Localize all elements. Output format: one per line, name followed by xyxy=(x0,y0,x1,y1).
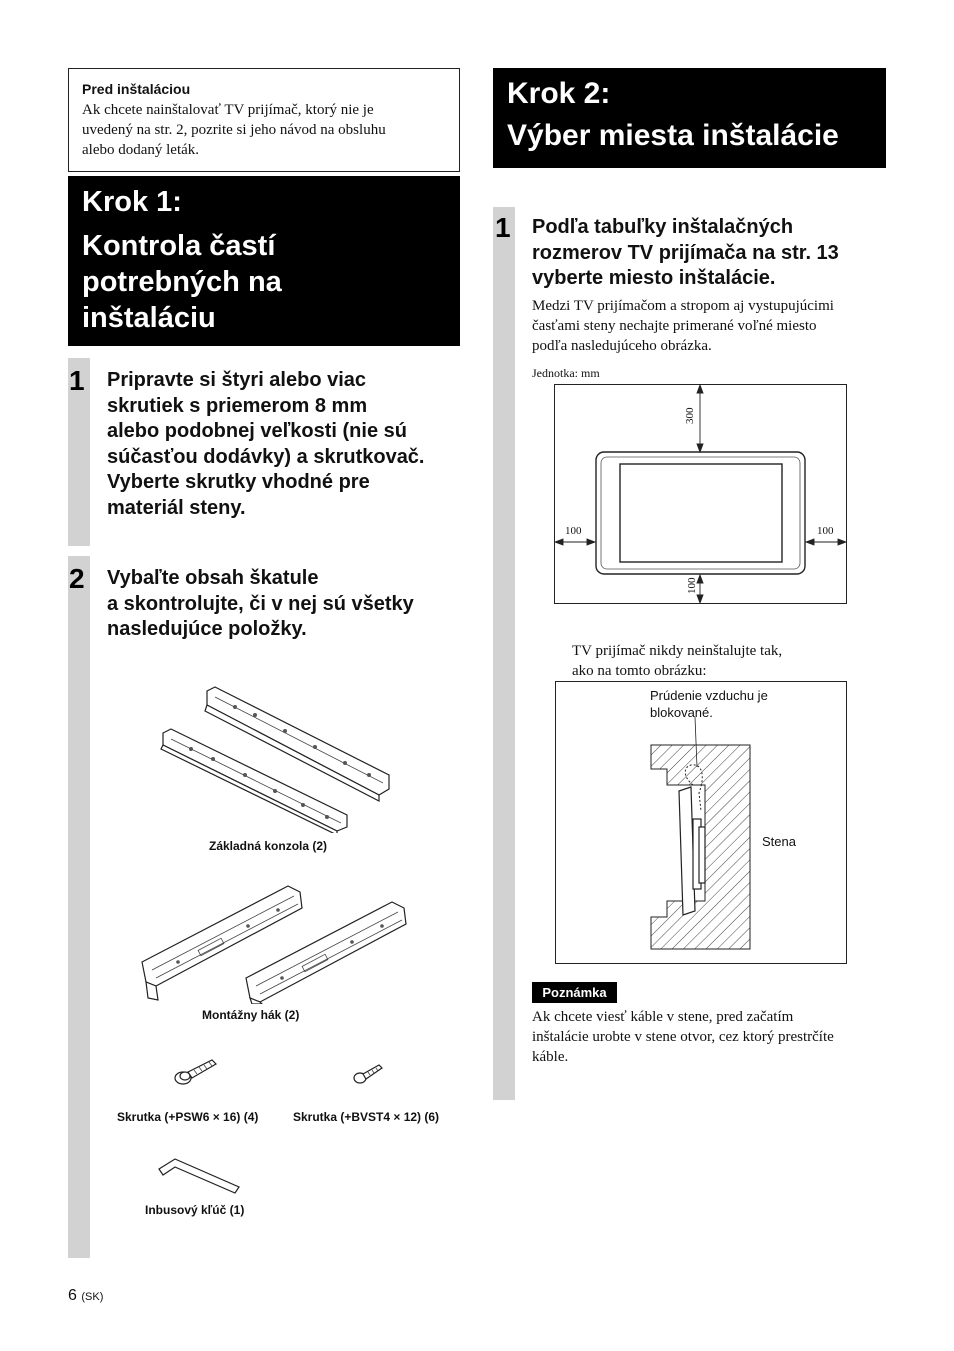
screw-bvst4-caption: Skrutka (+BVST4 × 12) (6) xyxy=(293,1110,440,1124)
wall-diagram xyxy=(555,681,847,964)
pre-install-box xyxy=(68,68,460,172)
right-step-body xyxy=(532,296,892,356)
instruction-line: súčasťou dodávky) a skrutkovač. xyxy=(107,445,425,468)
instruction-line: Vyberte skrutky vhodné pre xyxy=(107,471,370,493)
step-number: 1 xyxy=(495,212,511,243)
step1-header-line: inštaláciu xyxy=(82,302,216,334)
clearance-top-value: 300 xyxy=(684,407,696,424)
note-label: Poznámka xyxy=(532,982,617,1003)
body-line: podľa nasledujúceho obrázka. xyxy=(532,338,712,354)
screw-psw6-caption: Skrutka (+PSW6 × 16) (4) xyxy=(117,1110,259,1124)
note-line: inštalácie urobte v stene otvor, cez ktorý prestrčíte xyxy=(532,1029,834,1045)
instruction-line: a skontrolujte, či v nej sú všetky xyxy=(107,592,414,615)
screw-bvst4-illustration xyxy=(352,1062,384,1086)
screw-psw6-illustration xyxy=(172,1058,218,1088)
instruction-line: materiál steny. xyxy=(107,496,246,519)
airflow-line: blokované. xyxy=(650,705,713,720)
step1-header-line: potrebných na xyxy=(82,266,282,298)
page-number xyxy=(68,1287,103,1305)
hex-key-caption: Inbusový kľúč (1) xyxy=(145,1203,245,1217)
mount-hook-illustration xyxy=(138,882,413,1004)
right-step1-bar xyxy=(493,207,515,1100)
warning-text xyxy=(572,641,872,681)
clearance-diagram xyxy=(554,384,847,604)
mount-hook-caption: Montážny hák (2) xyxy=(202,1008,300,1022)
wall-label: Stena xyxy=(762,834,796,849)
instruction-line: rozmerov TV prijímača na str. 13 xyxy=(532,241,839,264)
step2-header xyxy=(493,68,886,168)
step1-header xyxy=(68,176,460,346)
pre-install-line: uvedený na str. 2, pozrite si jeho návod na obsluhu xyxy=(82,122,386,138)
step-number: 1 xyxy=(69,365,85,396)
base-bracket-caption: Základná konzola (2) xyxy=(209,839,328,853)
step1-header-label: Krok 1: xyxy=(82,186,182,218)
step2-header-label: Krok 2: xyxy=(507,77,611,110)
step2-instruction xyxy=(107,566,462,643)
note-line: Ak chcete viesť káble v stene, pred začatím xyxy=(532,1009,794,1025)
page-number-value: 6 xyxy=(68,1287,77,1304)
hex-key-illustration xyxy=(155,1155,243,1197)
step2-bar xyxy=(68,556,90,1258)
clearance-right-value: 100 xyxy=(817,525,834,537)
instruction-line: Podľa tabuľky inštalačných xyxy=(532,216,794,238)
warning-line: ako na tomto obrázku: xyxy=(572,663,707,679)
step2-header-title: Výber miesta inštalácie xyxy=(507,119,839,152)
instruction-line: skrutiek s priemerom 8 mm xyxy=(107,394,368,417)
pre-install-line: alebo dodaný leták. xyxy=(82,142,200,158)
pre-install-title: Pred inštaláciou xyxy=(82,81,191,97)
airflow-label xyxy=(650,687,768,721)
pre-install-line: Ak chcete nainštalovať TV prijímač, ktorý nie je xyxy=(82,102,374,118)
note-line: káble. xyxy=(532,1049,569,1065)
note-text xyxy=(532,1007,892,1067)
step1-instruction xyxy=(107,368,462,521)
instruction-line: Pripravte si štyri alebo viac xyxy=(107,369,367,391)
page-language: (SK) xyxy=(81,1291,104,1303)
pre-install-text xyxy=(82,100,446,160)
airflow-line: Prúdenie vzduchu je xyxy=(650,688,768,703)
unit-label: Jednotka: mm xyxy=(532,366,600,380)
base-bracket-illustration xyxy=(155,683,395,833)
step-number: 2 xyxy=(69,563,85,594)
body-line: časťami steny nechajte primerané voľné miesto xyxy=(532,318,817,334)
body-line: Medzi TV prijímačom a stropom aj vystupujúcimi xyxy=(532,298,834,314)
warning-line: TV prijímač nikdy neinštalujte tak, xyxy=(572,643,783,659)
clearance-bottom-value: 100 xyxy=(686,577,698,594)
instruction-line: Vybaľte obsah škatule xyxy=(107,567,319,589)
instruction-line: vyberte miesto inštalácie. xyxy=(532,267,776,289)
right-step-instruction xyxy=(532,215,892,292)
clearance-left-value: 100 xyxy=(565,525,582,537)
instruction-line: alebo podobnej veľkosti (nie sú xyxy=(107,420,407,442)
instruction-line: nasledujúce položky. xyxy=(107,618,307,640)
step1-header-line: Kontrola častí xyxy=(82,230,276,262)
